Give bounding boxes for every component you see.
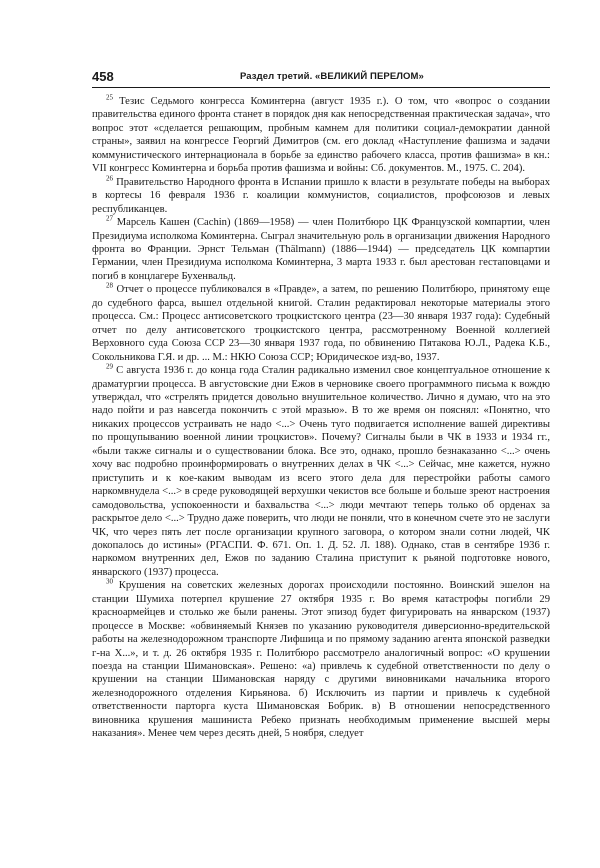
footnote-29: [92, 364, 550, 579]
page-number: 458: [92, 69, 114, 84]
footnote-number: 27: [106, 214, 113, 223]
footnote-text: Отчет о процессе публиковался в «Правде», а затем, по решению Политбюро, принятому еще до судебного фарса, вышел отдельной книгой. Сталин редактировал некоторые материалы этого процесса. См.: Процесс антисоветского троцкистского центра (23—30 января 1937 года): Судебный отчет по делу антисоветского троцкистского центра, рассмотренному Военной коллегией Верховного суда Союза ССР 23—30 января 1937 года, по обвинению Пятакова Ю.Л., Радека К.Б., Сокольникова Г.Я. и др. ... М.: НКЮ Союза ССР; Юридическое изд-во, 1937.: [92, 284, 550, 363]
footnote-25: [92, 95, 550, 176]
footnote-text: Марсель Кашен (Cachin) (1869—1958) — член Политбюро ЦК Французской компартии, член Президиума исполкома Коминтерна. Сыграл значительную роль в организации движения Народного фронта во Франции. Эрнст Тельман (Thälmann) (1886—1944) — председатель ЦК компартии Германии, член Президиума исполкома Коминтерна, 3 марта 1933 г. был арестован гестаповцами и погиб в концлагере Бухенвальд.: [92, 217, 551, 282]
footnote-26: [92, 176, 550, 216]
footnote-number: 25: [106, 93, 113, 102]
footnote-28: [92, 283, 550, 364]
footnote-30: [92, 579, 550, 740]
footnote-27: [92, 216, 550, 283]
footnote-number: 28: [106, 281, 113, 290]
section-title: Раздел третий. «ВЕЛИКИЙ ПЕРЕЛОМ»: [240, 71, 424, 82]
footnote-text: Тезис Седьмого конгресса Коминтерна (август 1935 г.). О том, что «вопрос о создании правительства единого фронта станет в порядок дня как непосредственная практическая задача», что вопрос этот «сделается решающим, пробным камнем для политики социал-демократии данной страны», заявил на конгрессе Георгий Димитров (см. его доклад «Наступление фашизма и задачи коммунистического интернационала в борьбе за единство рабочего класса, против фашизма» в кн.: VII конгресс Коминтерна и борьба против фашизма и войны: Сб. документов. М., 1975. С. 204).: [92, 96, 550, 175]
footnote-number: 26: [106, 174, 113, 183]
footnote-text: Правительство Народного фронта в Испании пришло к власти в результате победы на выборах в кортесы 16 февраля 1936 г. коалиции коммунистов, социалистов, профсоюзов и левых республиканцев.: [92, 176, 550, 215]
running-head: [92, 69, 550, 88]
footnotes: [92, 95, 550, 741]
footnote-text: С августа 1936 г. до конца года Сталин радикально изменил свое концептуальное отношение к драматургии процесса. В августовские дни Ежов в черновике своего программного письма к вождю утверждал, что «стрелять придется довольно внушительное количество. Лично я думаю, что на это надо пойти и раз навсегда покончить с этой мразью». В то же время он пояснял: «Понятно, что никаких процессов устраивать не надо <...> Очень туго подвигается исполнение вашей директивы по прощупыванию военной линии троцкистов». Почему? Сигналы были в ЧК в 1933 и 1934 гг., «были также сигналы и о существовании блока. Все это, однако, прошло безнаказанно <...> очень хочу вас подробно проинформировать о внутренних делах в ЧК <...> Сейчас, мне кажется, нужно приступить и к кое-каким выводам из всего этого дела для перестройки работы самого наркомвнудела <...> в среде руководящей верхушки чекистов все больше и больше зреют настроения самодовольства, успокоенности и бахвальства <...> люди мечтают теперь только об орденах за раскрытое дело <...> Трудно даже поверить, что люди не поняли, что в конечном счете это не заслуги ЧК, что через пять лет после организации крупного заговора, о котором знали сотни людей, ЧК докопалось до истины» (РГАСПИ. Ф. 671. Оп. 1. Д. 52. Л. 188). Однако, став в сентябре 1936 г. наркомом внутренних дел, Ежов по заданию Сталина приступит к рьяной подготовке нового, январского (1937) процесса.: [92, 365, 550, 578]
footnote-number: 30: [106, 577, 113, 586]
footnote-text: Крушения на советских железных дорогах происходили постоянно. Воинский эшелон на станции Шумиха потерпел крушение 27 октября 1935 г. Во время катастрофы погибли 29 красноармейцев и столько же были ранены. Этот эпизод будет фигурировать на январском (1937) процессе в Москве: «обвиняемый Князев по указанию руководителя диверсионно-вредительской работы на железнодорожном транспорте Лифшица и по прямому заданию агента японской разведки г-на Х...», и т. д. 26 октября 1935 г. Политбюро рассмотрело аналогичный вопрос: «О крушении поезда на станции Шимановская». Решено: «а) привлечь к судебной ответственности по делу о крушении на станции Шимановская наряду с другими виновниками начальника второго железнодорожного отделения Кирьянова. б) Исключить из партии и привлечь к судебной ответственности парторга куста Шимановская Бобрик. в) В отношении непосредственного виновника крушения машиниста Ребеко признать необходимым применение высшей меры наказания». Менее чем через десять дней, 5 ноября, следует: [92, 580, 550, 740]
footnote-number: 29: [106, 362, 113, 371]
